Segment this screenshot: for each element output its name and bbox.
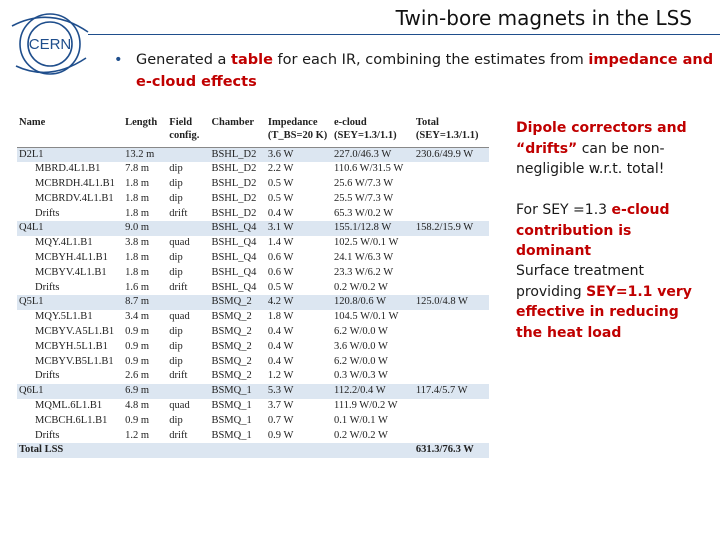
- cell-chamber: BSHL_D2: [211, 192, 257, 204]
- side-note-treatment-highlight: SEY=1.1 very effective in reducing the heat load: [516, 283, 692, 341]
- table-header-row: [17, 115, 489, 147]
- table-row: [17, 177, 489, 192]
- cell-field: dip: [169, 163, 183, 175]
- cell-field: quad: [169, 311, 190, 323]
- cell-chamber: BSMQ_1: [211, 400, 252, 412]
- cell-ecloud: 0.2 W/0.2 W: [334, 281, 388, 293]
- cell-ecloud: 25.5 W/7.3 W: [334, 192, 394, 204]
- cell-length: 2.6 m: [125, 370, 150, 382]
- cell-total: [414, 192, 489, 207]
- cell-name: MCBRDV.4L1.B1: [35, 192, 114, 204]
- bullet-dot-icon: •: [114, 52, 123, 68]
- cell-impedance: 1.4 W: [267, 237, 294, 249]
- cell-name: Q4L1: [17, 221, 123, 236]
- side-note-dipole: [516, 118, 706, 180]
- cell-total: [414, 236, 489, 251]
- cell-impedance: 3.6 W: [266, 147, 332, 162]
- cell-chamber: BSHL_Q4: [211, 252, 257, 264]
- table-row: [17, 295, 489, 310]
- cell-ecloud: 104.5 W/0.1 W: [334, 311, 399, 323]
- bullet-highlight-table: table: [231, 52, 273, 68]
- cell-name: MQY.5L1.B1: [35, 311, 93, 323]
- cell-total: [414, 207, 489, 222]
- cell-total: [414, 325, 489, 340]
- bullet-point: [114, 49, 720, 93]
- cell-field: dip: [169, 178, 183, 190]
- cell-impedance: 1.8 W: [267, 311, 294, 323]
- cell-length: 3.4 m: [125, 311, 150, 323]
- cell-field: dip: [169, 252, 183, 264]
- cell-length: 3.8 m: [125, 237, 150, 249]
- cell-name: MCBYV.A5L1.B1: [35, 326, 115, 338]
- cell-chamber: BSMQ_2: [211, 355, 252, 367]
- cell-name: MCBCH.6L1.B1: [35, 414, 108, 426]
- cell-ecloud: 0.2 W/0.2 W: [334, 429, 388, 441]
- cell-impedance: 0.5 W: [267, 178, 294, 190]
- table-row: [17, 162, 489, 177]
- total-label: Total LSS: [17, 443, 123, 458]
- cell-length: 0.9 m: [125, 414, 150, 426]
- cell-impedance: 0.4 W: [267, 340, 294, 352]
- cell-chamber: BSMQ_2: [211, 326, 252, 338]
- side-note-dipole-text: can be non-negligible w.r.t. total!: [516, 140, 665, 177]
- cell-ecloud: 155.1/12.8 W: [332, 221, 414, 236]
- table-row: [17, 340, 489, 355]
- cell-chamber: BSHL_D2: [211, 207, 257, 219]
- cell-ecloud: 0.1 W/0.1 W: [334, 414, 388, 426]
- cell-total: [414, 266, 489, 281]
- cell-field: drift: [169, 370, 188, 382]
- cell-field: [167, 221, 209, 236]
- cell-chamber: BSMQ_2: [211, 370, 252, 382]
- cell-length: 0.9 m: [125, 355, 150, 367]
- cell-total: [414, 369, 489, 384]
- cell-field: drift: [169, 281, 188, 293]
- cell-length: 0.9 m: [125, 340, 150, 352]
- cell-field: [167, 384, 209, 399]
- cell-chamber: BSHL_Q4: [209, 221, 265, 236]
- cell-length: 0.9 m: [125, 326, 150, 338]
- side-note-treatment: [516, 261, 706, 343]
- cell-length: 6.9 m: [123, 384, 167, 399]
- cell-field: dip: [169, 340, 183, 352]
- table-row: [17, 399, 489, 414]
- cell-impedance: 0.4 W: [267, 326, 294, 338]
- logo-text: CERN: [28, 36, 72, 53]
- table-row: [17, 207, 489, 222]
- cell-name: MCBYH.5L1.B1: [35, 340, 108, 352]
- cell-total: [414, 429, 489, 444]
- cell-length: 1.8 m: [125, 252, 150, 264]
- cell-field: drift: [169, 429, 188, 441]
- cell-ecloud: 6.2 W/0.0 W: [334, 355, 388, 367]
- table-row: [17, 147, 489, 162]
- cell-impedance: 0.4 W: [267, 207, 294, 219]
- cell-name: MQML.6L1.B1: [35, 400, 103, 412]
- cell-ecloud: 65.3 W/0.2 W: [334, 207, 394, 219]
- cell-total: [414, 414, 489, 429]
- cell-impedance: 5.3 W: [266, 384, 332, 399]
- cell-length: 1.6 m: [125, 281, 150, 293]
- cell-name: Drifts: [35, 429, 60, 441]
- cell-ecloud: 112.2/0.4 W: [332, 384, 414, 399]
- cell-total: [414, 310, 489, 325]
- bullet-text-pre: Generated a: [136, 52, 232, 68]
- side-note-treatment-text: Surface treatment providing: [516, 263, 645, 300]
- cell-length: 1.2 m: [125, 429, 150, 441]
- cell-length: 8.7 m: [123, 295, 167, 310]
- cell-ecloud: 23.3 W/6.2 W: [334, 266, 394, 278]
- cell-field: quad: [169, 237, 190, 249]
- cell-field: dip: [169, 414, 183, 426]
- cell-field: dip: [169, 326, 183, 338]
- cell-chamber: BSHL_D2: [211, 178, 257, 190]
- table-row: [17, 251, 489, 266]
- cern-logo: [8, 6, 92, 82]
- cell-name: MBRD.4L1.B1: [35, 163, 101, 175]
- cell-chamber: BSMQ_2: [209, 295, 265, 310]
- cell-length: 13.2 m: [123, 147, 167, 162]
- cell-name: D2L1: [17, 147, 123, 162]
- cell-ecloud: 24.1 W/6.3 W: [334, 252, 394, 264]
- cell-ecloud: 102.5 W/0.1 W: [334, 237, 399, 249]
- cell-ecloud: 6.2 W/0.0 W: [334, 326, 388, 338]
- col-header-length: Length: [125, 117, 158, 128]
- cell-impedance: 3.1 W: [266, 221, 332, 236]
- cell-chamber: BSHL_Q4: [211, 281, 257, 293]
- cell-impedance: 3.7 W: [267, 400, 294, 412]
- cell-length: 4.8 m: [125, 400, 150, 412]
- cell-chamber: BSHL_D2: [209, 147, 265, 162]
- cell-field: drift: [169, 207, 188, 219]
- table-row: [17, 429, 489, 444]
- heat-load-table: [17, 115, 489, 458]
- cell-name: Drifts: [35, 370, 60, 382]
- cell-chamber: BSMQ_1: [209, 384, 265, 399]
- cell-chamber: BSHL_Q4: [211, 266, 257, 278]
- col-header-field: Field config.: [169, 117, 200, 141]
- cell-ecloud: 227.0/46.3 W: [332, 147, 414, 162]
- bullet-text-mid: for each IR, combining the estimates from: [272, 52, 589, 68]
- cell-ecloud: 25.6 W/7.3 W: [334, 178, 394, 190]
- cell-ecloud: 0.3 W/0.3 W: [334, 370, 388, 382]
- cell-name: Drifts: [35, 207, 60, 219]
- cell-name: MCBYV.B5L1.B1: [35, 355, 114, 367]
- cell-total: [414, 355, 489, 370]
- cell-impedance: 1.2 W: [267, 370, 294, 382]
- table-row: [17, 384, 489, 399]
- cell-name: Drifts: [35, 281, 60, 293]
- cell-ecloud: 3.6 W/0.0 W: [334, 340, 388, 352]
- cell-name: Q6L1: [17, 384, 123, 399]
- cell-impedance: 0.5 W: [267, 192, 294, 204]
- cell-chamber: BSHL_D2: [211, 163, 257, 175]
- col-header-chamber: Chamber: [211, 117, 255, 128]
- table-total-row: [17, 443, 489, 458]
- cell-chamber: BSMQ_2: [211, 311, 252, 323]
- cell-ecloud: 110.6 W/31.5 W: [334, 163, 404, 175]
- table-row: [17, 266, 489, 281]
- cell-length: 1.8 m: [125, 266, 150, 278]
- cell-field: [167, 147, 209, 162]
- col-header-name: Name: [19, 117, 46, 128]
- total-value: 631.3/76.3 W: [414, 443, 489, 458]
- cell-total: [414, 162, 489, 177]
- cell-field: dip: [169, 266, 183, 278]
- title-divider: [88, 34, 720, 35]
- cell-name: MCBRDH.4L1.B1: [35, 178, 115, 190]
- cell-impedance: 2.2 W: [267, 163, 294, 175]
- table-row: [17, 192, 489, 207]
- table-row: [17, 281, 489, 296]
- cell-name: MQY.4L1.B1: [35, 237, 93, 249]
- cell-length: 1.8 m: [125, 207, 150, 219]
- cell-total: 158.2/15.9 W: [414, 221, 489, 236]
- cell-impedance: 0.6 W: [267, 252, 294, 264]
- cell-impedance: 0.6 W: [267, 266, 294, 278]
- table-row: [17, 221, 489, 236]
- cell-field: dip: [169, 192, 183, 204]
- cell-total: 125.0/4.8 W: [414, 295, 489, 310]
- cell-field: dip: [169, 355, 183, 367]
- cell-chamber: BSMQ_2: [211, 340, 252, 352]
- cell-ecloud: 120.8/0.6 W: [332, 295, 414, 310]
- table-row: [17, 369, 489, 384]
- cell-chamber: BSMQ_1: [211, 414, 252, 426]
- table-row: [17, 414, 489, 429]
- table-row: [17, 325, 489, 340]
- cell-total: 230.6/49.9 W: [414, 147, 489, 162]
- col-header-ecloud: e-cloud (SEY=1.3/1.1): [334, 117, 397, 141]
- cell-total: [414, 340, 489, 355]
- cell-name: Q5L1: [17, 295, 123, 310]
- cell-length: 9.0 m: [123, 221, 167, 236]
- cell-impedance: 0.5 W: [267, 281, 294, 293]
- cell-impedance: 4.2 W: [266, 295, 332, 310]
- side-note-sey-text: For SEY =1.3: [516, 202, 612, 218]
- table-body: [17, 147, 489, 443]
- cell-total: [414, 177, 489, 192]
- cell-total: [414, 399, 489, 414]
- cell-ecloud: 111.9 W/0.2 W: [334, 400, 398, 412]
- cell-name: MCBYV.4L1.B1: [35, 266, 107, 278]
- cell-impedance: 0.4 W: [267, 355, 294, 367]
- cell-name: MCBYH.4L1.B1: [35, 252, 108, 264]
- table-row: [17, 310, 489, 325]
- col-header-impedance: Impedance (T_BS=20 K): [267, 117, 328, 141]
- cell-field: quad: [169, 400, 190, 412]
- side-note-sey: [516, 200, 706, 262]
- page-title: Twin-bore magnets in the LSS: [395, 6, 692, 30]
- col-header-total: Total (SEY=1.3/1.1): [415, 117, 479, 141]
- table-row: [17, 236, 489, 251]
- side-note-dipole-highlight: Dipole correctors and “drifts”: [516, 120, 687, 157]
- bullet-highlight-effects: impedance and e-cloud effects: [136, 52, 714, 90]
- cell-length: 1.8 m: [125, 192, 150, 204]
- cell-field: [167, 295, 209, 310]
- cell-chamber: BSHL_Q4: [211, 237, 257, 249]
- table-row: [17, 355, 489, 370]
- cell-total: 117.4/5.7 W: [414, 384, 489, 399]
- cell-length: 1.8 m: [125, 178, 150, 190]
- side-note-sey-highlight: e-cloud contribution is dominant: [516, 202, 670, 259]
- cell-total: [414, 251, 489, 266]
- cell-chamber: BSMQ_1: [211, 429, 252, 441]
- cell-total: [414, 281, 489, 296]
- cell-length: 7.8 m: [125, 163, 150, 175]
- cell-impedance: 0.9 W: [267, 429, 294, 441]
- cell-impedance: 0.7 W: [267, 414, 294, 426]
